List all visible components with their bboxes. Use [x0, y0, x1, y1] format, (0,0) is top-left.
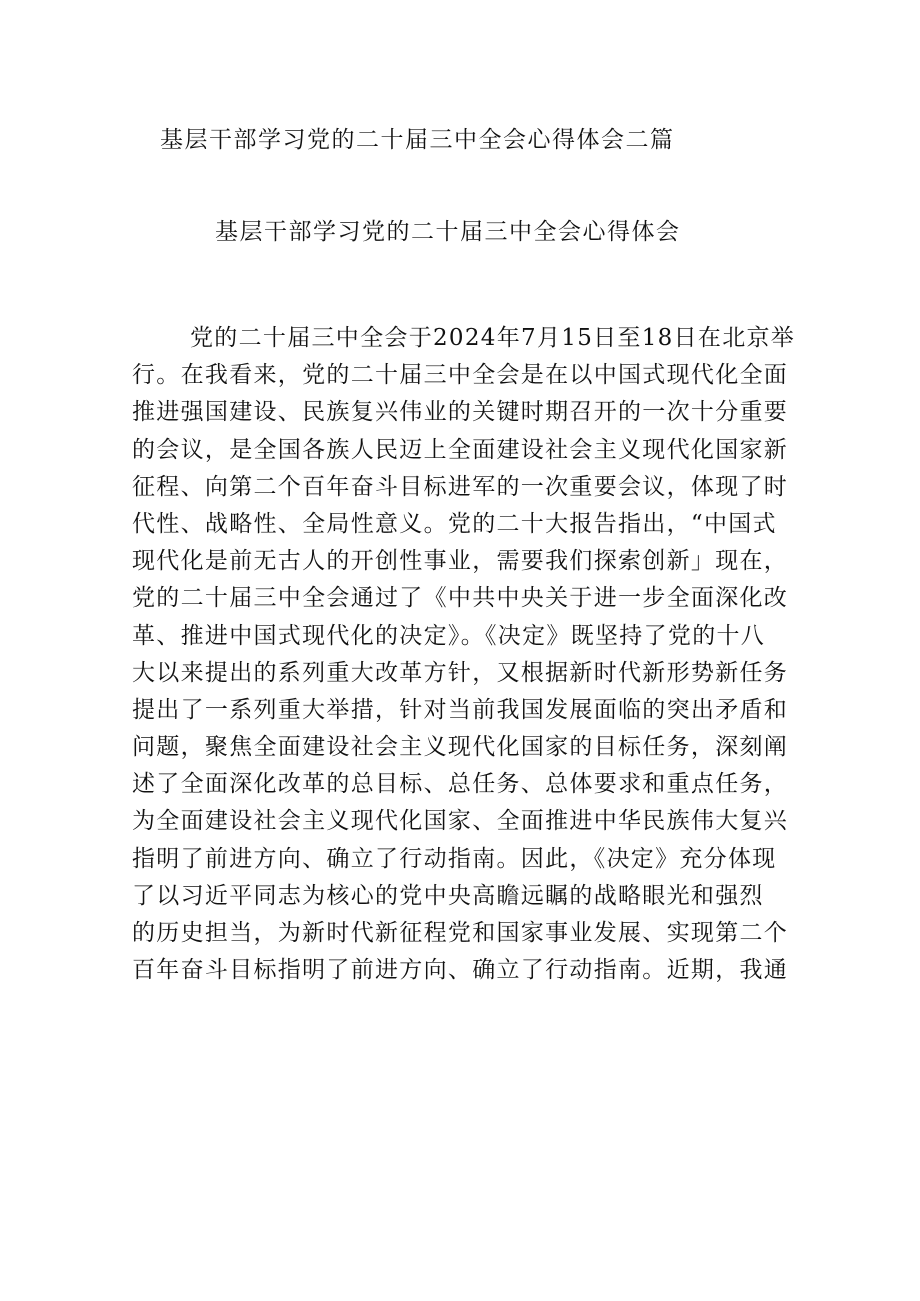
body-line: 为全面建设社会主义现代化国家、全面推进中华民族伟大复兴 — [132, 808, 789, 835]
body-line: 问题，聚焦全面建设社会主义现代化国家的目标任务，深刻阐 — [132, 734, 789, 761]
document-title: 基层干部学习党的二十届三中全会心得体会二篇 — [160, 127, 675, 153]
body-line: 征程、向第二个百年奋斗目标进军的一次重要会议，体现了时 — [132, 473, 789, 500]
body-line: 现代化是前无古人的开创性事业，需要我们探索创新」现在， — [132, 548, 789, 575]
document-subtitle: 基层干部学习党的二十届三中全会心得体会 — [215, 219, 681, 245]
body-line: 述了全面深化改革的总目标、总任务、总体要求和重点任务， — [132, 771, 789, 798]
body-line: 了以习近平同志为核心的党中央高瞻远瞩的战略眼光和强烈 — [132, 882, 764, 909]
body-line: 的会议，是全国各族人民迈上全面建设社会主义现代化国家新 — [132, 436, 789, 463]
body-line: 百年奋斗目标指明了前进方向、确立了行动指南。近期，我通 — [132, 957, 789, 984]
body-paragraph — [132, 320, 802, 989]
body-line: 行。在我看来，党的二十届三中全会是在以中国式现代化全面 — [132, 362, 789, 389]
body-line: 指明了前进方向、确立了行动指南。因此，《决定》充分体现 — [132, 845, 777, 872]
body-line: 代性、战略性、全局性意义。党的二十大报告指出，“中国式 — [132, 510, 777, 537]
body-line: 的历史担当，为新时代新征程党和国家事业发展、实现第二个 — [132, 920, 789, 946]
body-line: 党的二十届三中全会通过了《中共中央关于进一步全面深化改 — [132, 585, 789, 612]
body-line: 推进强国建设、民族复兴伟业的关键时期召开的一次十分重要 — [132, 399, 789, 426]
body-line: 革、推进中国式现代化的决定》。《决定》既坚持了党的十八 — [132, 622, 766, 649]
body-line: 党的二十届三中全会于2024年7月15日至18日在北京举 — [190, 325, 796, 351]
body-line: 提出了一系列重大举措，针对当前我国发展面临的突出矛盾和 — [132, 696, 789, 723]
body-line: 大以来提出的系列重大改革方针，又根据新时代新形势新任务 — [132, 659, 789, 686]
